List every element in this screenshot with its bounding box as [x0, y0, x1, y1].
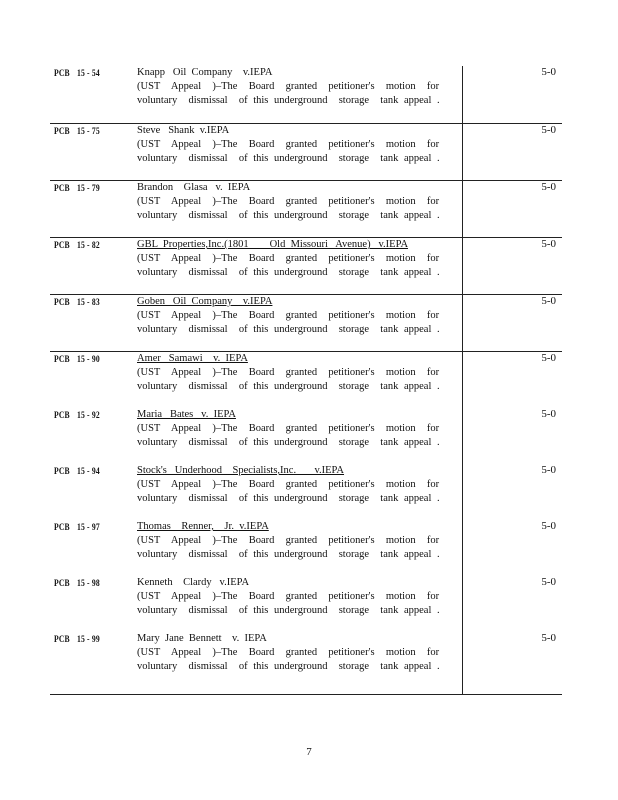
column-divider — [462, 464, 463, 520]
case-docket-number: 15 - 98 — [76, 578, 100, 588]
case-description-line: voluntary dismissal of this underground storage tank appeal . — [137, 661, 440, 672]
case-description-line: (UST Appeal )–The Board granted petitioner's motion for — [137, 591, 440, 602]
case-docket-number: 15 - 83 — [76, 297, 100, 307]
case-title: Goben Oil Company v.IEPA — [137, 296, 273, 307]
column-divider — [462, 124, 463, 180]
case-number — [54, 240, 100, 250]
case-docket-number: 15 - 90 — [76, 354, 100, 364]
case-docket-number: 15 - 75 — [76, 126, 100, 136]
case-description-line: voluntary dismissal of this underground storage tank appeal . — [137, 493, 440, 504]
case-description-line: voluntary dismissal of this underground storage tank appeal . — [137, 324, 440, 335]
case-description-line: (UST Appeal )–The Board granted petitioner's motion for — [137, 253, 440, 264]
case-number — [54, 466, 100, 476]
case-title: Mary Jane Bennett v. IEPA — [137, 633, 267, 644]
vote-count: 5-0 — [541, 124, 556, 136]
case-summary — [137, 576, 457, 618]
case-description-line: (UST Appeal )–The Board granted petitioner's motion for — [137, 310, 440, 321]
column-divider — [462, 181, 463, 237]
case-description-line: voluntary dismissal of this underground storage tank appeal . — [137, 153, 440, 164]
case-prefix: PCB — [54, 410, 70, 420]
case-prefix: PCB — [54, 126, 70, 136]
case-row — [50, 352, 562, 408]
case-description-line: (UST Appeal )–The Board granted petitioner's motion for — [137, 139, 440, 150]
case-summary — [137, 124, 457, 166]
case-description-line: (UST Appeal )–The Board granted petitioner's motion for — [137, 647, 440, 658]
case-summary — [137, 408, 457, 450]
case-description-line: voluntary dismissal of this underground storage tank appeal . — [137, 210, 440, 221]
case-title: Maria Bates v. IEPA — [137, 409, 236, 420]
case-summary — [137, 464, 457, 506]
case-prefix: PCB — [54, 634, 70, 644]
case-number — [54, 183, 100, 193]
column-divider — [462, 352, 463, 408]
case-docket-number: 15 - 99 — [76, 634, 100, 644]
case-summary — [137, 66, 457, 108]
case-title: Thomas Renner, Jr. v.IEPA — [137, 521, 269, 532]
vote-count: 5-0 — [541, 464, 556, 476]
case-description-line: voluntary dismissal of this underground storage tank appeal . — [137, 381, 440, 392]
case-docket-number: 15 - 94 — [76, 466, 100, 476]
case-number — [54, 634, 100, 644]
case-prefix: PCB — [54, 578, 70, 588]
column-divider — [462, 295, 463, 351]
case-row — [50, 632, 562, 695]
case-description-line: (UST Appeal )–The Board granted petitioner's motion for — [137, 423, 440, 434]
case-summary — [137, 520, 457, 562]
case-docket-number: 15 - 97 — [76, 522, 100, 532]
case-description-line: (UST Appeal )–The Board granted petitioner's motion for — [137, 479, 440, 490]
case-docket-number: 15 - 82 — [76, 240, 100, 250]
case-number — [54, 126, 100, 136]
case-description-line: voluntary dismissal of this underground storage tank appeal . — [137, 605, 440, 616]
case-row — [50, 295, 562, 352]
case-prefix: PCB — [54, 297, 70, 307]
case-row — [50, 124, 562, 181]
case-title: Knapp Oil Company v.IEPA — [137, 67, 273, 78]
case-title: Brandon Glasa v. IEPA — [137, 182, 251, 193]
vote-count: 5-0 — [541, 238, 556, 250]
vote-count: 5-0 — [541, 520, 556, 532]
vote-count: 5-0 — [541, 408, 556, 420]
case-number — [54, 297, 100, 307]
case-docket-number: 15 - 54 — [76, 68, 100, 78]
case-summary — [137, 295, 457, 337]
case-number — [54, 522, 100, 532]
vote-count: 5-0 — [541, 181, 556, 193]
case-row — [50, 66, 562, 124]
case-description-line: (UST Appeal )–The Board granted petitioner's motion for — [137, 81, 440, 92]
case-summary — [137, 632, 457, 674]
case-row — [50, 520, 562, 576]
column-divider — [462, 576, 463, 632]
case-row — [50, 408, 562, 464]
case-summary — [137, 238, 457, 280]
case-prefix: PCB — [54, 466, 70, 476]
case-prefix: PCB — [54, 68, 70, 78]
case-description-line: (UST Appeal )–The Board granted petitioner's motion for — [137, 535, 440, 546]
column-divider — [462, 66, 463, 123]
case-number — [54, 578, 100, 588]
column-divider — [462, 238, 463, 294]
case-description-line: (UST Appeal )–The Board granted petitioner's motion for — [137, 367, 440, 378]
case-title: Steve Shank v.IEPA — [137, 125, 230, 136]
case-number — [54, 410, 100, 420]
case-prefix: PCB — [54, 354, 70, 364]
case-description-line: voluntary dismissal of this underground storage tank appeal . — [137, 549, 440, 560]
case-prefix: PCB — [54, 522, 70, 532]
case-description-line: (UST Appeal )–The Board granted petitioner's motion for — [137, 196, 440, 207]
case-summary — [137, 352, 457, 394]
page-number: 7 — [306, 746, 312, 758]
vote-count: 5-0 — [541, 352, 556, 364]
case-row — [50, 181, 562, 238]
case-title: Kenneth Clardy v.IEPA — [137, 577, 250, 588]
case-number — [54, 68, 100, 78]
case-summary — [137, 181, 457, 223]
case-title: Amer Samawi v. IEPA — [137, 353, 248, 364]
vote-count: 5-0 — [541, 66, 556, 78]
column-divider — [462, 520, 463, 576]
case-title: Stock's Underhood Specialists,Inc. v.IEPA — [137, 465, 345, 476]
vote-count: 5-0 — [541, 576, 556, 588]
case-description-line: voluntary dismissal of this underground storage tank appeal . — [137, 267, 440, 278]
case-prefix: PCB — [54, 183, 70, 193]
case-row — [50, 576, 562, 632]
column-divider — [462, 632, 463, 694]
case-title: GBL Properties,Inc.(1801 Old Missouri Avenue) v.IEPA — [137, 239, 409, 250]
column-divider — [462, 408, 463, 464]
case-row — [50, 238, 562, 295]
case-number — [54, 354, 100, 364]
vote-count: 5-0 — [541, 632, 556, 644]
case-prefix: PCB — [54, 240, 70, 250]
case-description-line: voluntary dismissal of this underground storage tank appeal . — [137, 95, 440, 106]
case-docket-number: 15 - 92 — [76, 410, 100, 420]
case-table — [50, 66, 562, 695]
case-description-line: voluntary dismissal of this underground storage tank appeal . — [137, 437, 440, 448]
case-docket-number: 15 - 79 — [76, 183, 100, 193]
vote-count: 5-0 — [541, 295, 556, 307]
case-row — [50, 464, 562, 520]
